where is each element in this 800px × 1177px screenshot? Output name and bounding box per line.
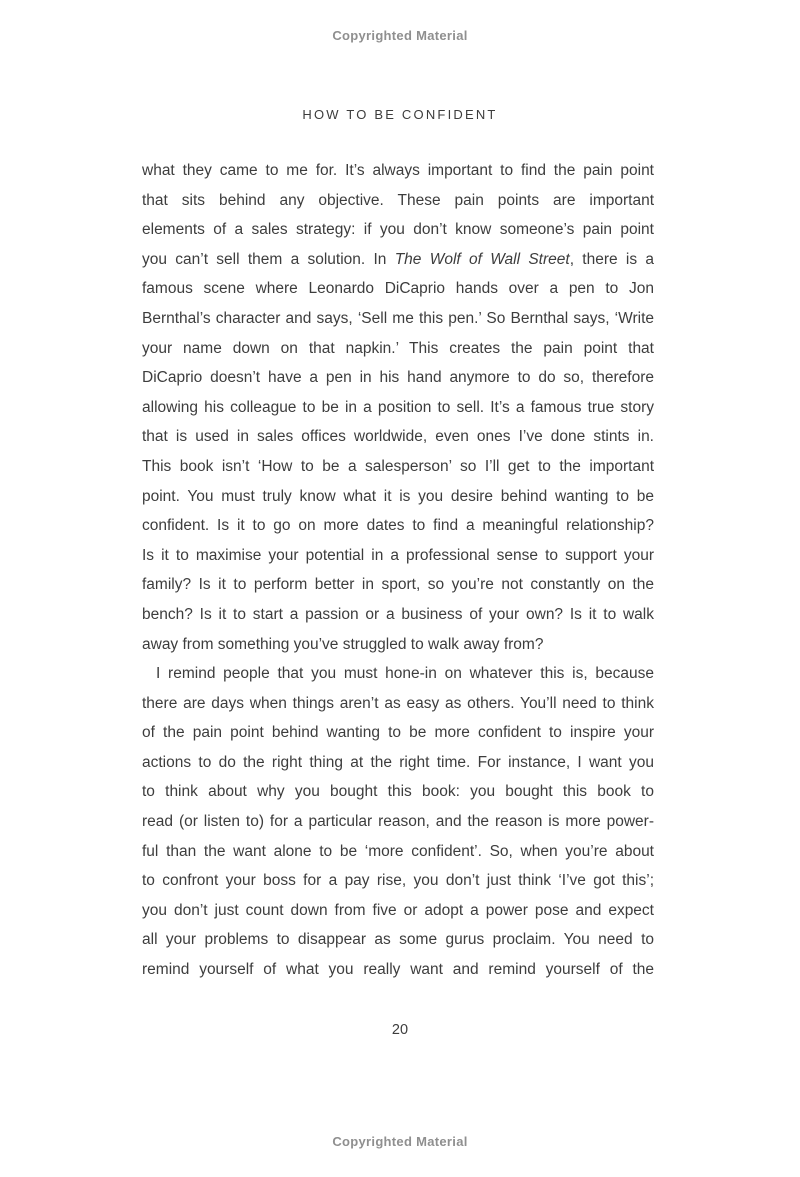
text-line: what they came to me for. It’s always important to find the pain point xyxy=(142,162,654,179)
body-text xyxy=(142,156,654,985)
text-line: family? Is it to perform better in sport, so you’re not constantly on the xyxy=(142,576,654,594)
text-line: I remind people that you must hone-in on whatever this is, because xyxy=(156,665,654,683)
text-line: DiCaprio doesn’t have a pen in his hand anymore to do so, therefore xyxy=(142,369,654,387)
text-line: allowing his colleague to be in a position to sell. It’s a famous true story xyxy=(142,398,654,416)
text-line: away from something you’ve struggled to walk away from? xyxy=(142,635,544,653)
page-number: 20 xyxy=(391,1022,409,1038)
text-line: This book isn’t ‘How to be a salesperson’ so I’ll get to the important xyxy=(142,457,654,475)
text-line: remind yourself of what you really want and remind yourself of the xyxy=(142,961,654,979)
text-line: to think about why you bought this book: you bought this book to xyxy=(142,783,654,801)
book-title-running-head: HOW TO BE CONFIDENT xyxy=(302,107,498,122)
text-line: Bernthal’s character and says, ‘Sell me this pen.’ So Bernthal says, ‘Write xyxy=(142,309,654,327)
text-line: famous scene where Leonardo DiCaprio hands over a pen to Jon xyxy=(142,280,654,298)
text-line: read (or listen to) for a particular reason, and the reason is more power- xyxy=(142,813,654,831)
text-line: actions to do the right thing at the right time. For instance, I want you xyxy=(142,753,654,771)
text-line: point. You must truly know what it is you desire behind wanting to be xyxy=(142,487,654,505)
text-line: there are days when things aren’t as easy as others. You’ll need to think xyxy=(142,694,654,712)
text-line-with-italic xyxy=(142,245,654,275)
text-line: that is used in sales offices worldwide, even ones I’ve done stints in. xyxy=(142,428,654,446)
text-segment: , there is a xyxy=(569,250,655,268)
copyright-notice-bottom: Copyrighted Material xyxy=(332,1134,468,1149)
text-line: you don’t just count down from five or adopt a power pose and expect xyxy=(142,901,654,919)
text-line: Is it to maximise your potential in a professional sense to support your xyxy=(142,546,654,564)
text-line: to confront your boss for a pay rise, you don’t just think ‘I’ve got this’; xyxy=(142,872,654,890)
text-line: ful than the want alone to be ‘more confident’. So, when you’re about xyxy=(142,842,654,860)
text-line: all your problems to disappear as some gurus proclaim. You need to xyxy=(142,931,654,949)
paragraph-1 xyxy=(142,156,654,659)
text-segment: you can’t sell them a solution. In xyxy=(142,250,395,268)
text-line: of the pain point behind wanting to be more confident to inspire your xyxy=(142,724,654,742)
movie-title-italic: The Wolf of Wall Street xyxy=(394,250,570,268)
text-line: confident. Is it to go on more dates to find a meaningful relationship? xyxy=(142,517,654,535)
text-line: bench? Is it to start a passion or a business of your own? Is it to walk xyxy=(142,605,654,623)
text-line: your name down on that napkin.’ This creates the pain point that xyxy=(142,339,654,357)
text-line: elements of a sales strategy: if you don’t know someone’s pain point xyxy=(142,221,654,239)
paragraph-2 xyxy=(142,659,654,985)
text-line: that sits behind any objective. These pain points are important xyxy=(142,191,654,209)
copyright-notice-top: Copyrighted Material xyxy=(332,28,468,43)
